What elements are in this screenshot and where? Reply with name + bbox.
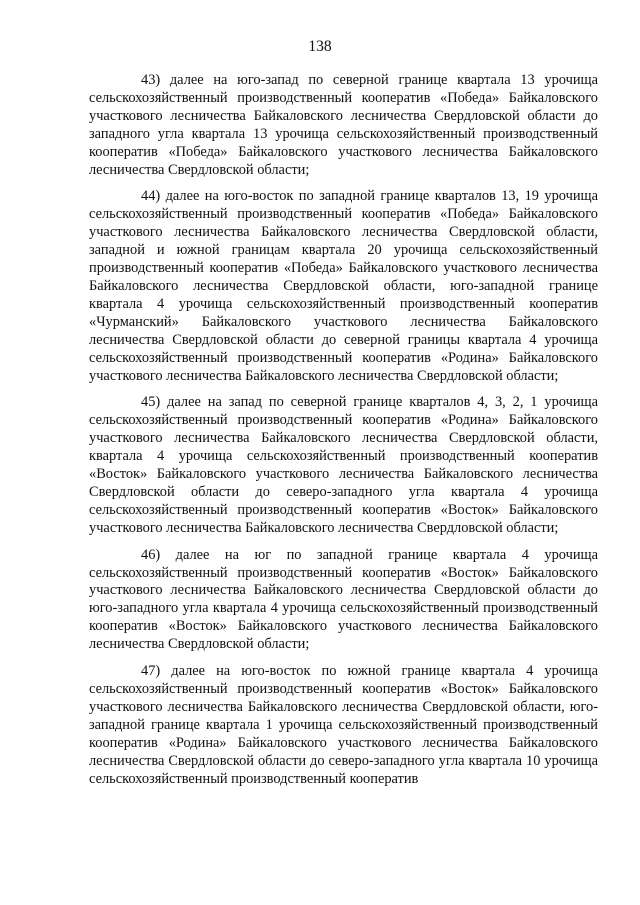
paragraph-46: 46) далее на юг по западной границе квартала 4 урочища сельскохозяйственный производственный кооператив «Восток» Байкаловского участкового лесничества Байкаловского лесничества Свердловской области до юго-западного угла квартала 4 урочища сельскохозяйственный производственный кооператив «Восток» Байкаловского участкового лесничества Байкаловского лесничества Свердловской области;	[89, 546, 598, 653]
document-body	[89, 72, 598, 797]
paragraph-45: 45) далее на запад по северной границе кварталов 4, 3, 2, 1 урочища сельскохозяйственный производственный кооператив «Родина» Байкаловского участкового лесничества Байкаловского лесничества Свердловской области, квартала 4 урочища сельскохозяйственный производственный кооператив «Восток» Байкаловского участкового лесничества Байкаловского лесничества Свердловской области до северо-западного угла квартала 4 урочища сельскохозяйственный производственный кооператив «Восток» Байкаловского участкового лесничества Байкаловского лесничества Свердловской области;	[89, 394, 598, 536]
paragraph-44: 44) далее на юго-восток по западной границе кварталов 13, 19 урочища сельскохозяйственный производственный кооператив «Победа» Байкаловского участкового лесничества Байкаловского лесничества Свердловской области, западной и южной границам квартала 20 урочища сельскохозяйственный производственный кооператив «Победа» Байкаловского участкового лесничества Байкаловского лесничества Свердловской области, юго-западной границе квартала 4 урочища сельскохозяйственный производственный кооператив «Чурманский» Байкаловского участкового лесничества Байкаловского лесничества Свердловской области до северной границы квартала 4 урочища сельскохозяйственный производственный кооператив «Родина» Байкаловского участкового лесничества Байкаловского лесничества Свердловской области;	[89, 188, 598, 384]
page-number: 138	[308, 38, 332, 55]
paragraph-47: 47) далее на юго-восток по южной границе квартала 4 урочища сельскохозяйственный производственный кооператив «Восток» Байкаловского участкового лесничества Байкаловского лесничества Свердловской области, юго-западной границе квартала 1 урочища сельскохозяйственный производственный кооператив «Родина» Байкаловского участкового лесничества Байкаловского лесничества Свердловской области до северо-западного угла квартала 10 урочища сельскохозяйственный производственный кооператив	[89, 663, 598, 787]
paragraph-43: 43) далее на юго-запад по северной границе квартала 13 урочища сельскохозяйственный производственный кооператив «Победа» Байкаловского участкового лесничества Байкаловского лесничества Свердловской области до западного угла квартала 13 урочища сельскохозяйственный производственный кооператив «Победа» Байкаловского участкового лесничества Байкаловского лесничества Свердловской области;	[89, 72, 598, 178]
